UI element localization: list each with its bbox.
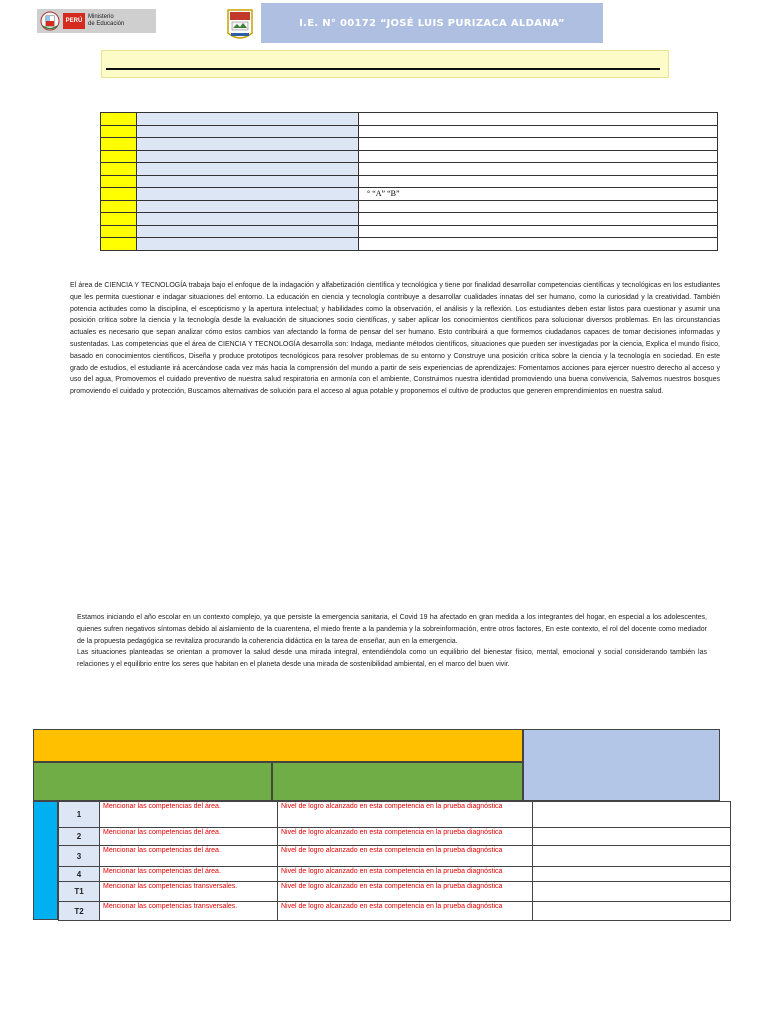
competency-cell[interactable]: Mencionar las competencias del área. bbox=[100, 867, 278, 882]
ministry-logo bbox=[37, 9, 156, 33]
table-row bbox=[59, 882, 731, 902]
observation-cell[interactable] bbox=[533, 802, 731, 828]
row-number: 1 bbox=[59, 802, 100, 828]
info-marker bbox=[101, 225, 137, 238]
row-number: 4 bbox=[59, 867, 100, 882]
row-number: T2 bbox=[59, 902, 100, 921]
info-value[interactable] bbox=[359, 200, 718, 213]
info-grid bbox=[100, 112, 718, 251]
competency-cell[interactable]: Mencionar las competencias transversales. bbox=[100, 902, 278, 921]
competencies-side-bar bbox=[33, 801, 58, 920]
competency-cell[interactable]: Mencionar las competencias del área. bbox=[100, 846, 278, 867]
info-value[interactable] bbox=[359, 113, 718, 126]
info-row bbox=[101, 213, 718, 226]
area-description: El área de CIENCIA Y TECNOLOGÍA trabaja bajo el enfoque de la indagación y alfabetización científica y tecnológica y tiene por finalidad desarrollar competencias científicas y tecnológicas en los estudiantes que les permita cuestionar e indagar situaciones del entorno. La educación en ciencia y tecnología contribuye a desarrollar cualidades innatas del ser humano, como la curiosidad y la creatividad. También potencia actitudes como la disciplina, el escepticismo y la apertura intelectual; y habilidades como la observación, el análisis y la reflexión. Los estudiantes deben estar listos para cuestionar y asumir una posición crítica sobre la ciencia y la tecnología desde la evaluación de situaciones socio científicas, y saber aplicar los conocimientos científicos para solucionar diversos problemas. En las circunstancias actuales es necesario que sepan analizar cómo estos cambios van afectando la forma de pensar del ser humano. Esto contribuirá a que formemos ciudadanos capaces de tomar decisiones informadas y sustentadas. Las competencias que el área de CIENCIA Y TECNOLOGÍA desarrolla son: Indaga, mediante métodos científicos, situaciones que pueden ser investigadas por la ciencia, Explica el mundo físico, basado en conocimientos científicos, Diseña y produce prototipos tecnológicos para resolver problemas de su entorno y Construye una posición crítica sobre la ciencia y la tecnología en sociedad. En este grado de estudios, el estudiante irá acercándose cada vez más hacia la comprensión del mundo a partir de seis experiencias de aprendizajes: Fomentamos acciones para ejercer nuestro derecho al acceso y uso del agua, Promovemos el cuidado preventivo de nuestra salud respiratoria en armonía con el ambiente, Construimos nuestra identidad promoviendo una buena convivencia, Salvemos nuestros bosques promoviendo el cuidado y protección, Buscamos alternativas de solución para el acceso al agua potable y proponemos el cultivo de productos que generen emprendimientos en nuestra salud. bbox=[70, 282, 720, 396]
ministry-name: Ministerio de Educación bbox=[88, 14, 125, 27]
competency-cell[interactable]: Mencionar las competencias del área. bbox=[100, 802, 278, 828]
competency-cell[interactable]: Mencionar las competencias del área. bbox=[100, 828, 278, 846]
info-label[interactable] bbox=[137, 163, 359, 176]
info-value[interactable] bbox=[359, 163, 718, 176]
observation-cell[interactable] bbox=[533, 882, 731, 902]
info-label[interactable] bbox=[137, 150, 359, 163]
peru-label: PERÚ bbox=[63, 13, 85, 29]
info-value[interactable] bbox=[359, 238, 718, 251]
level-cell[interactable]: Nivel de logro alcanzado en esta competencia en la prueba diagnóstica bbox=[278, 802, 533, 828]
row-number: 2 bbox=[59, 828, 100, 846]
info-row bbox=[101, 163, 718, 176]
info-row bbox=[101, 238, 718, 251]
info-row bbox=[101, 113, 718, 126]
table-row bbox=[59, 846, 731, 867]
info-value[interactable] bbox=[359, 125, 718, 138]
level-cell[interactable]: Nivel de logro alcanzado en esta competencia en la prueba diagnóstica bbox=[278, 828, 533, 846]
info-value[interactable] bbox=[359, 150, 718, 163]
info-marker bbox=[101, 213, 137, 226]
info-row bbox=[101, 150, 718, 163]
context-section bbox=[77, 612, 707, 671]
observations-header-cell[interactable] bbox=[523, 729, 720, 801]
observation-cell[interactable] bbox=[533, 902, 731, 921]
level-cell[interactable]: Nivel de logro alcanzado en esta competencia en la prueba diagnóstica bbox=[278, 867, 533, 882]
info-label[interactable] bbox=[137, 213, 359, 226]
info-label[interactable] bbox=[137, 188, 359, 201]
competency-cell[interactable]: Mencionar las competencias transversales. bbox=[100, 882, 278, 902]
level-cell[interactable]: Nivel de logro alcanzado en esta competencia en la prueba diagnóstica bbox=[278, 846, 533, 867]
info-label[interactable] bbox=[137, 200, 359, 213]
observation-cell[interactable] bbox=[533, 867, 731, 882]
context-paragraph: Las situaciones planteadas se orientan a promover la salud desde una mirada integral, entendiéndola como un equilibrio del bienestar físico, mental, emocional y social considerando también las relaciones y el equilibrio entre los seres que habitan en el planeta desde una mirada de sostenibilidad ambiental, en el marco del buen vivir. bbox=[77, 649, 707, 669]
observation-cell[interactable] bbox=[533, 828, 731, 846]
info-marker bbox=[101, 125, 137, 138]
info-value[interactable] bbox=[359, 225, 718, 238]
row-number: 3 bbox=[59, 846, 100, 867]
info-row bbox=[101, 188, 718, 201]
table-row bbox=[59, 867, 731, 882]
info-row bbox=[101, 138, 718, 151]
info-label[interactable] bbox=[137, 113, 359, 126]
competencies-table bbox=[58, 801, 731, 921]
info-marker bbox=[101, 138, 137, 151]
info-row bbox=[101, 225, 718, 238]
info-marker bbox=[101, 188, 137, 201]
info-marker bbox=[101, 150, 137, 163]
level-cell[interactable]: Nivel de logro alcanzado en esta competencia en la prueba diagnóstica bbox=[278, 902, 533, 921]
info-label[interactable] bbox=[137, 125, 359, 138]
table-row bbox=[59, 902, 731, 921]
info-value[interactable] bbox=[359, 138, 718, 151]
context-paragraph: Estamos iniciando el año escolar en un contexto complejo, ya que persiste la emergencia sanitaria, el Covid 19 ha afectado en gran medida a los integrantes del hogar, en especial a los adolescentes, quienes sufren negativos síntomas debido al aislamiento de la cuarentena, el miedo frente a la pandemia y la sobreinformación, entre otros factores, En este contexto, el rol del docente como mediador de la propuesta pedagógica se revitaliza procurando la coherencia didáctica en la tarea de enseñar, aun en la emergencia. bbox=[77, 614, 707, 645]
info-label[interactable] bbox=[137, 225, 359, 238]
info-marker bbox=[101, 113, 137, 126]
level-cell[interactable]: Nivel de logro alcanzado en esta competencia en la prueba diagnóstica bbox=[278, 882, 533, 902]
row-number: T1 bbox=[59, 882, 100, 902]
info-marker bbox=[101, 200, 137, 213]
info-row bbox=[101, 125, 718, 138]
document-title-box[interactable] bbox=[101, 50, 669, 78]
info-value[interactable] bbox=[359, 213, 718, 226]
info-label[interactable] bbox=[137, 138, 359, 151]
info-row bbox=[101, 175, 718, 188]
info-value[interactable] bbox=[359, 175, 718, 188]
school-crest-icon bbox=[227, 9, 253, 43]
competencies-header-cell[interactable] bbox=[33, 729, 523, 762]
competency-column-header[interactable] bbox=[33, 762, 272, 801]
table-row bbox=[59, 828, 731, 846]
school-name-banner: I.E. N° 00172 “JOSÉ LUIS PURIZACA ALDANA” bbox=[261, 3, 603, 43]
info-label[interactable] bbox=[137, 238, 359, 251]
peru-crest-icon bbox=[39, 10, 61, 32]
level-column-header[interactable] bbox=[272, 762, 523, 801]
grade-section-value[interactable]: ° “A” “B” bbox=[359, 188, 718, 201]
info-marker bbox=[101, 175, 137, 188]
info-label[interactable] bbox=[137, 175, 359, 188]
info-row bbox=[101, 200, 718, 213]
title-underline bbox=[106, 68, 660, 70]
table-row bbox=[59, 802, 731, 828]
info-marker bbox=[101, 163, 137, 176]
observation-cell[interactable] bbox=[533, 846, 731, 867]
info-marker bbox=[101, 238, 137, 251]
